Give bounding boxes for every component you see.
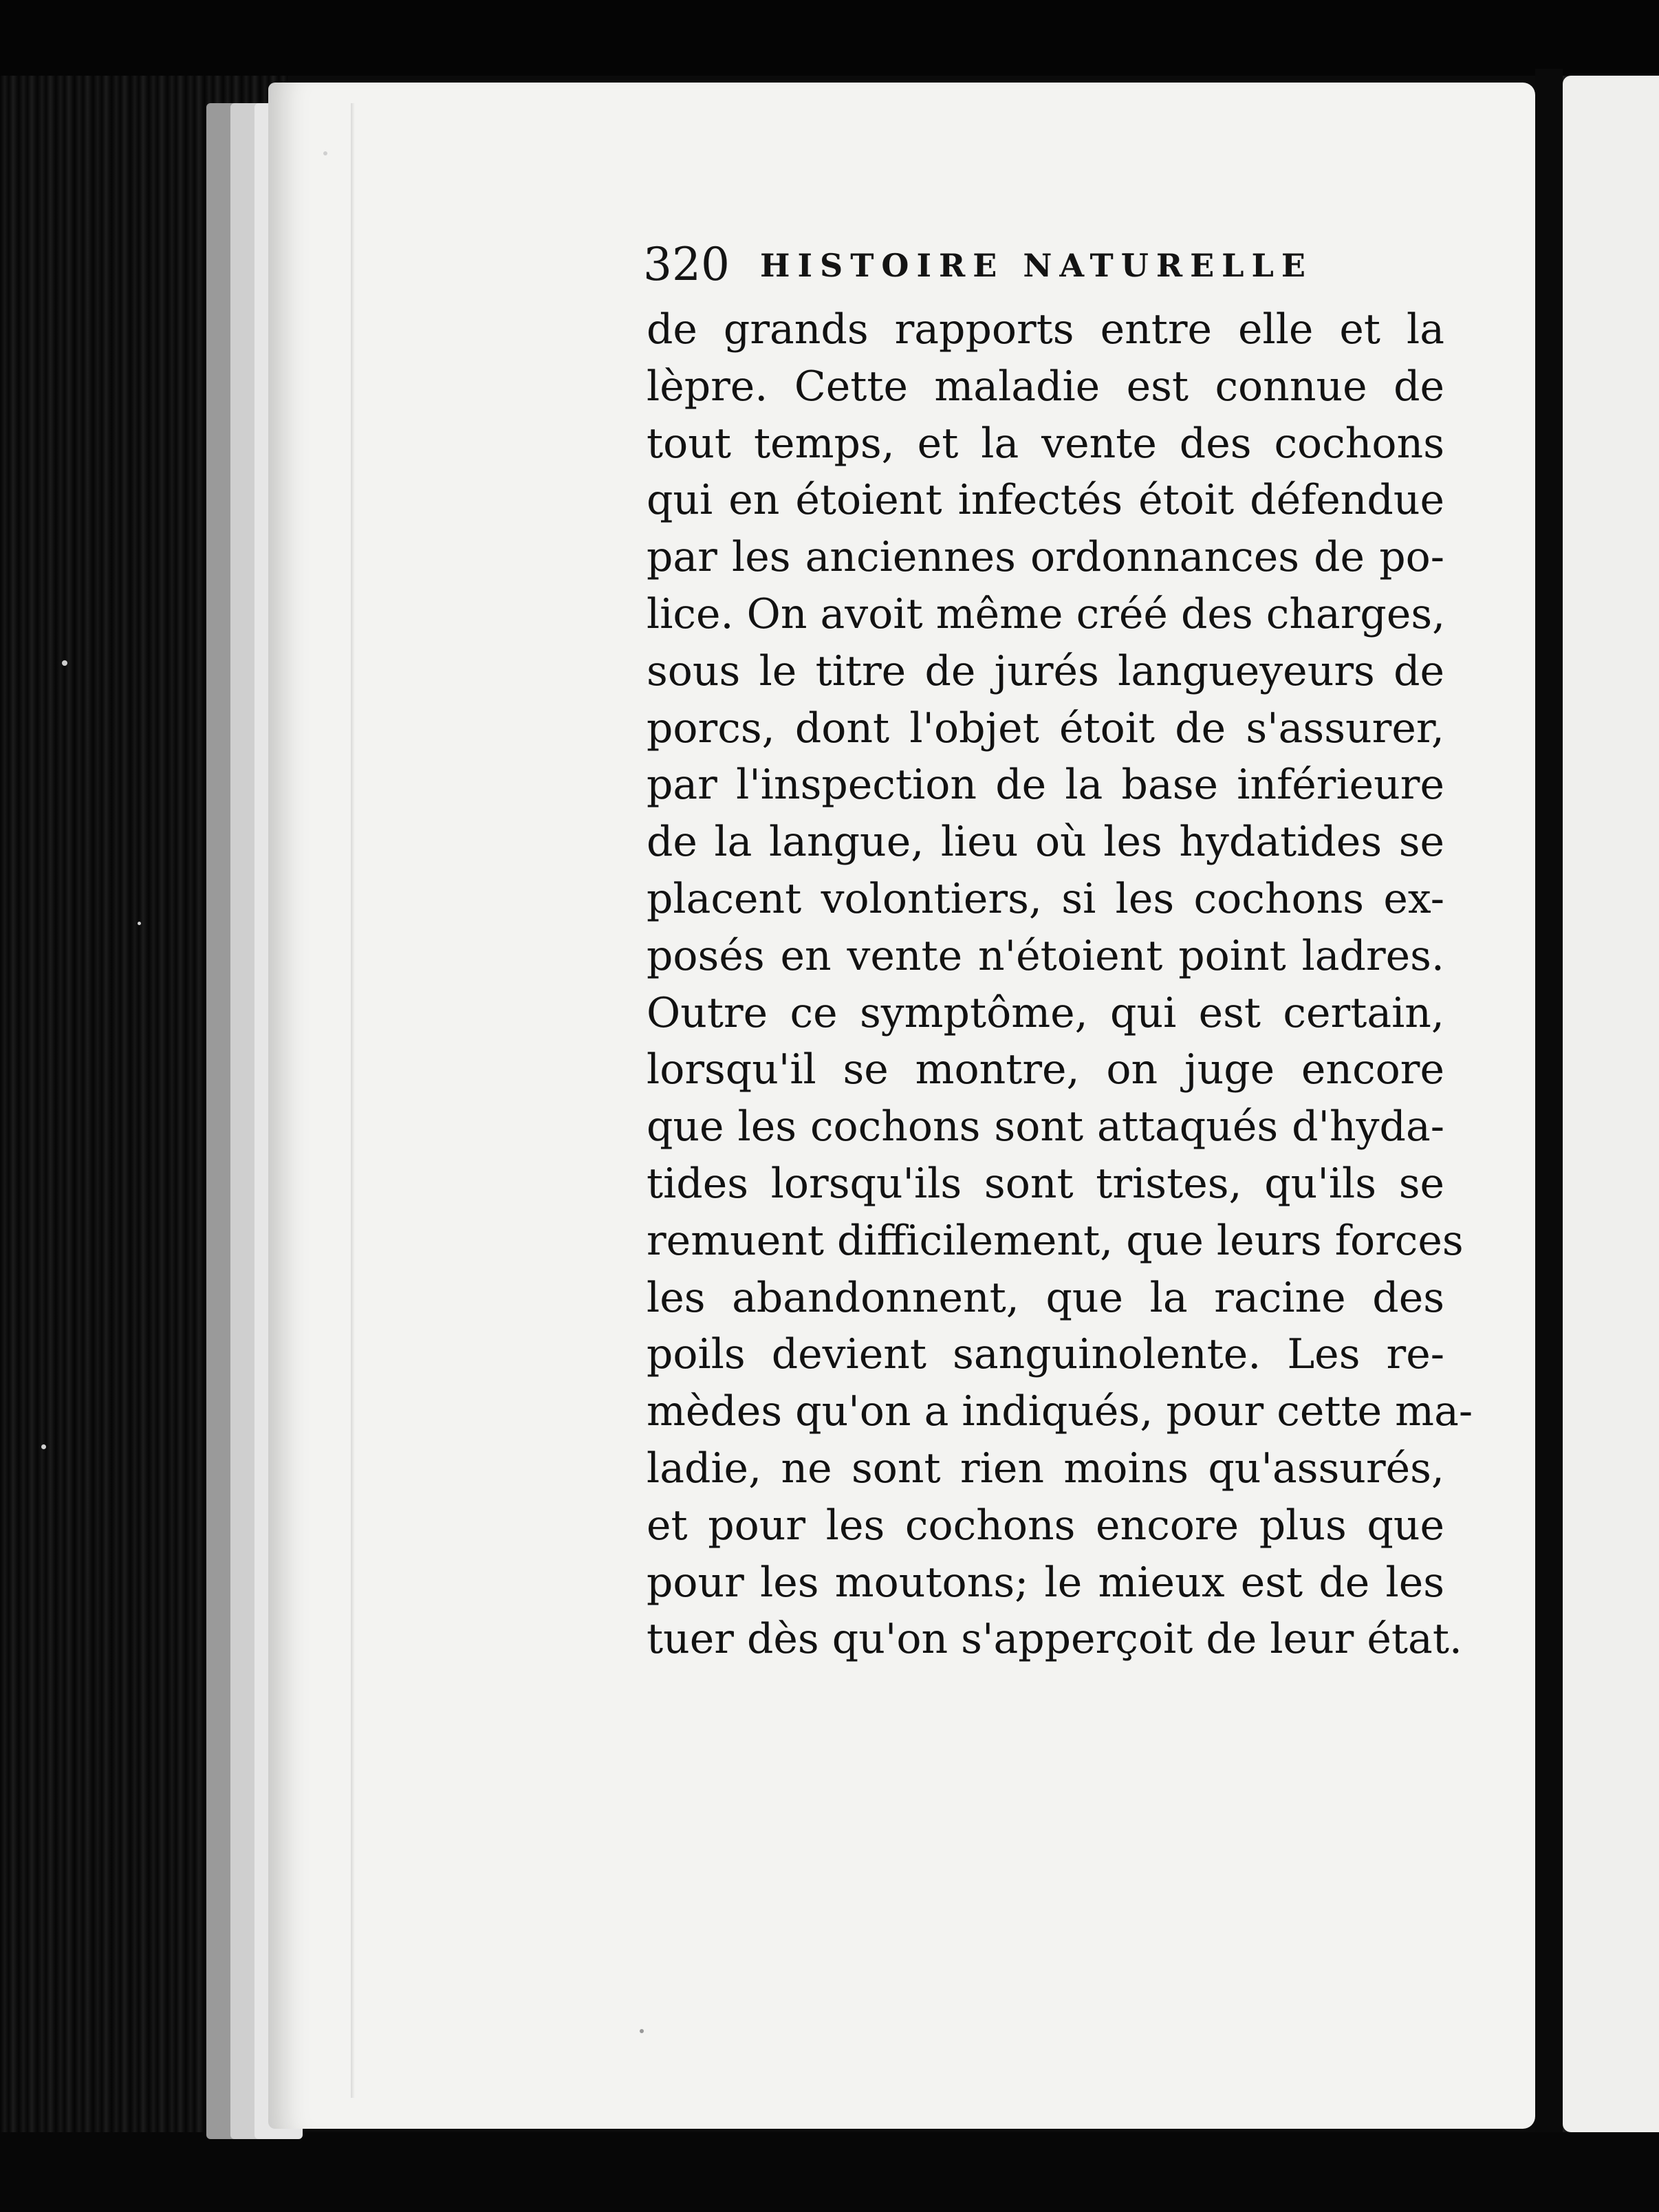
book-gutter <box>1535 69 1563 2132</box>
dust-speck <box>640 2029 644 2033</box>
text-line: tout temps, et la vente des cochons <box>647 419 1444 468</box>
text-line: de grands rapports entre elle et la <box>647 305 1444 354</box>
text-line: et pour les cochons encore plus que <box>647 1501 1444 1550</box>
text-line: lèpre. Cette maladie est connue de <box>647 362 1444 411</box>
text-line: pour les moutons; le mieux est de les <box>647 1558 1444 1607</box>
running-title: HISTOIRE NATURELLE <box>760 247 1313 284</box>
text-line: posés en vente n'étoient point ladres. <box>647 931 1444 980</box>
text-line: poils devient sanguinolente. Les re- <box>647 1330 1444 1379</box>
facing-page-edge <box>1563 76 1659 2132</box>
dust-speck <box>138 922 141 925</box>
text-line: par les anciennes ordonnances de po- <box>647 533 1444 582</box>
text-line: que les cochons sont attaqués d'hyda- <box>647 1103 1444 1151</box>
text-line: lorsqu'il se montre, on juge encore <box>647 1045 1444 1094</box>
text-line: tuer dès qu'on s'apperçoit de leur état. <box>647 1615 1462 1664</box>
text-line: remuent difficilement, que leurs forces <box>647 1216 1464 1265</box>
scan-top-border <box>0 0 1659 76</box>
body-text <box>647 301 1473 1668</box>
dust-speck <box>41 1444 46 1449</box>
text-line: qui en étoient infectés étoit défendue <box>647 476 1444 525</box>
text-line: porcs, dont l'objet étoit de s'assurer, <box>647 704 1444 752</box>
text-line: les abandonnent, que la racine des <box>647 1273 1444 1322</box>
text-line: Outre ce symptôme, qui est certain, <box>647 988 1444 1037</box>
scan-bottom-border <box>0 2132 1659 2212</box>
text-line: placent volontiers, si les cochons ex- <box>647 874 1444 923</box>
dust-speck <box>323 151 327 155</box>
text-line: de la langue, lieu où les hydatides se <box>647 818 1444 867</box>
page-fold-shadow <box>351 103 355 2098</box>
text-line: ladie, ne sont rien moins qu'assurés, <box>647 1444 1444 1493</box>
text-line: par l'inspection de la base inférieure <box>647 761 1444 810</box>
text-line: sous le titre de jurés langueyeurs de <box>647 647 1444 695</box>
dust-speck <box>62 660 67 666</box>
text-line: lice. On avoit même créé des charges, <box>647 589 1446 638</box>
page-number: 320 <box>643 238 730 291</box>
running-head <box>643 237 1341 292</box>
text-line: tides lorsqu'ils sont tristes, qu'ils se <box>647 1159 1444 1208</box>
text-line: mèdes qu'on a indiqués, pour cette ma- <box>647 1387 1473 1436</box>
